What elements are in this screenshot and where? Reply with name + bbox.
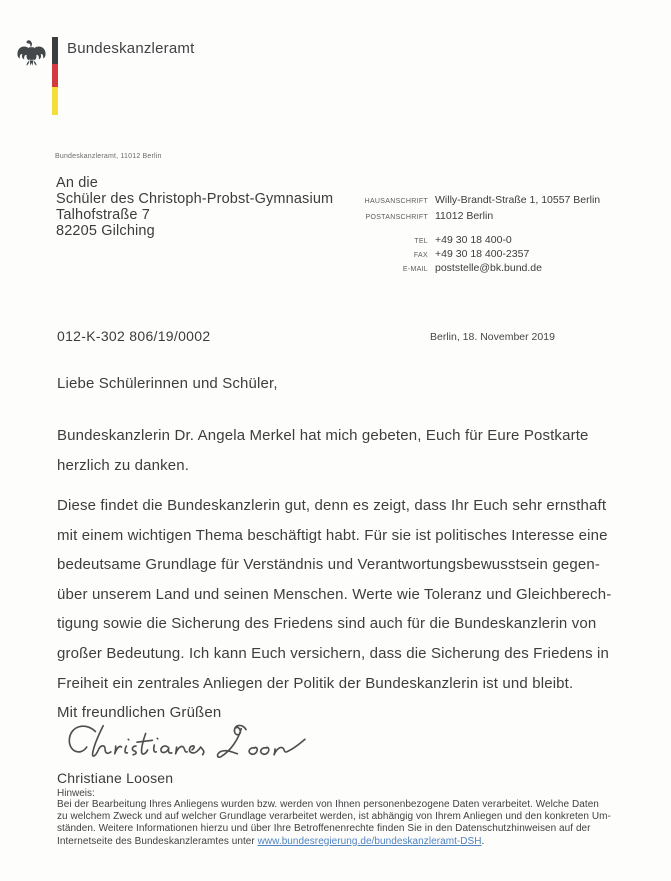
closing-formula: Mit freundlichen Grüßen — [57, 704, 222, 721]
contact-info — [352, 194, 642, 276]
footer-line: ständen. Weitere Informationen hierzu und über Ihre Betroffenenrechte finden Sie in den Datenschutzhinweisen auf der — [57, 823, 591, 835]
contact-value: Willy-Brandt-Straße 1, 10557 Berlin — [435, 194, 601, 206]
body-line: mit einem wichtigen Thema beschäftigt habt. Für sie ist politisches Interesse eine — [57, 526, 608, 544]
reference-number: 012-K-302 806/19/0002 — [57, 328, 211, 344]
body-line: großer Bedeutung. Ich kann Euch versichern, dass die Sicherung des Friedens in — [57, 644, 610, 662]
recipient-line: Schüler des Christoph-Probst-Gymnasium — [56, 191, 334, 207]
footer-link-suffix: . — [481, 835, 485, 847]
letter-date: Berlin, 18. November 2019 — [430, 331, 555, 343]
contact-label: POSTANSCHRIFT — [365, 214, 428, 221]
recipient-line: 82205 Gilching — [56, 223, 155, 239]
contact-value: 11012 Berlin — [435, 210, 494, 222]
salutation: Liebe Schülerinnen und Schüler, — [57, 375, 278, 392]
body-line: über unserem Land und seinen Menschen. Werte wie Toleranz und Gleichberech- — [57, 585, 612, 603]
body-line: tigung sowie die Sicherung des Friedens sind auch für die Bundeskanzlerin von — [57, 615, 597, 633]
return-address: Bundeskanzleramt, 11012 Berlin — [55, 153, 162, 160]
contact-value: poststelle@bk.bund.de — [435, 262, 542, 274]
contact-row-hausanschrift — [352, 194, 642, 210]
body-line: Freiheit ein zentrales Anliegen der Politik der Bundeskanzlerin ist und bleibt. — [57, 674, 574, 692]
paragraph-1 — [57, 421, 589, 481]
signature-image — [56, 720, 328, 776]
flag-black-segment — [52, 37, 58, 64]
flag-gold-segment — [52, 87, 58, 115]
federal-eagle-icon — [16, 36, 47, 74]
agency-title: Bundeskanzleramt — [67, 40, 195, 57]
body-line: bedeutsame Grundlage für Verständnis und Verantwortungsbewusstsein gegen- — [57, 556, 600, 574]
flag-red-segment — [52, 64, 58, 87]
body-line: Bundeskanzlerin Dr. Angela Merkel hat mich gebeten, Euch für Eure Postkarte — [57, 427, 589, 444]
signer-name: Christiane Loosen — [57, 770, 174, 786]
recipient-address — [56, 175, 333, 239]
recipient-line: Talhofstraße 7 — [56, 207, 150, 223]
contact-row-tel — [352, 234, 642, 248]
footer-line: zu welchem Zweck und auf welcher Grundlage verarbeitet werden, ist abhängig von Ihrem Anliegen und den konkreten Um- — [57, 811, 611, 823]
body-line: Diese findet die Bundeskanzlerin gut, denn es zeigt, dass Ihr Euch sehr ernsthaft — [57, 497, 607, 514]
contact-row-email — [352, 262, 642, 276]
contact-value: +49 30 18 400-0 — [435, 234, 512, 246]
contact-value: +49 30 18 400-2357 — [435, 248, 530, 260]
footer-link-prefix: Internetseite des Bundeskanzleramtes unter — [57, 835, 258, 847]
footer-line: Bei der Bearbeitung Ihres Anliegens wurden bzw. werden von Ihnen personenbezogene Daten verarbeitet. Welche Daten — [57, 799, 599, 810]
contact-row-fax — [352, 248, 642, 262]
privacy-notice — [57, 799, 637, 848]
privacy-link[interactable]: www.bundesregierung.de/bundeskanzleramt-DSH — [257, 835, 482, 847]
body-line: herzlich zu danken. — [57, 457, 190, 474]
contact-row-postanschrift — [352, 210, 642, 226]
hinweis-label: Hinweis: — [57, 788, 95, 799]
paragraph-2 — [57, 491, 611, 698]
contact-label: E-MAIL — [402, 266, 428, 273]
contact-label: TEL — [414, 238, 428, 245]
recipient-line: An die — [56, 175, 99, 191]
contact-label: FAX — [413, 252, 428, 259]
footer-line — [57, 836, 637, 848]
flag-stripe — [52, 37, 58, 115]
contact-label: HAUSANSCHRIFT — [364, 198, 428, 205]
